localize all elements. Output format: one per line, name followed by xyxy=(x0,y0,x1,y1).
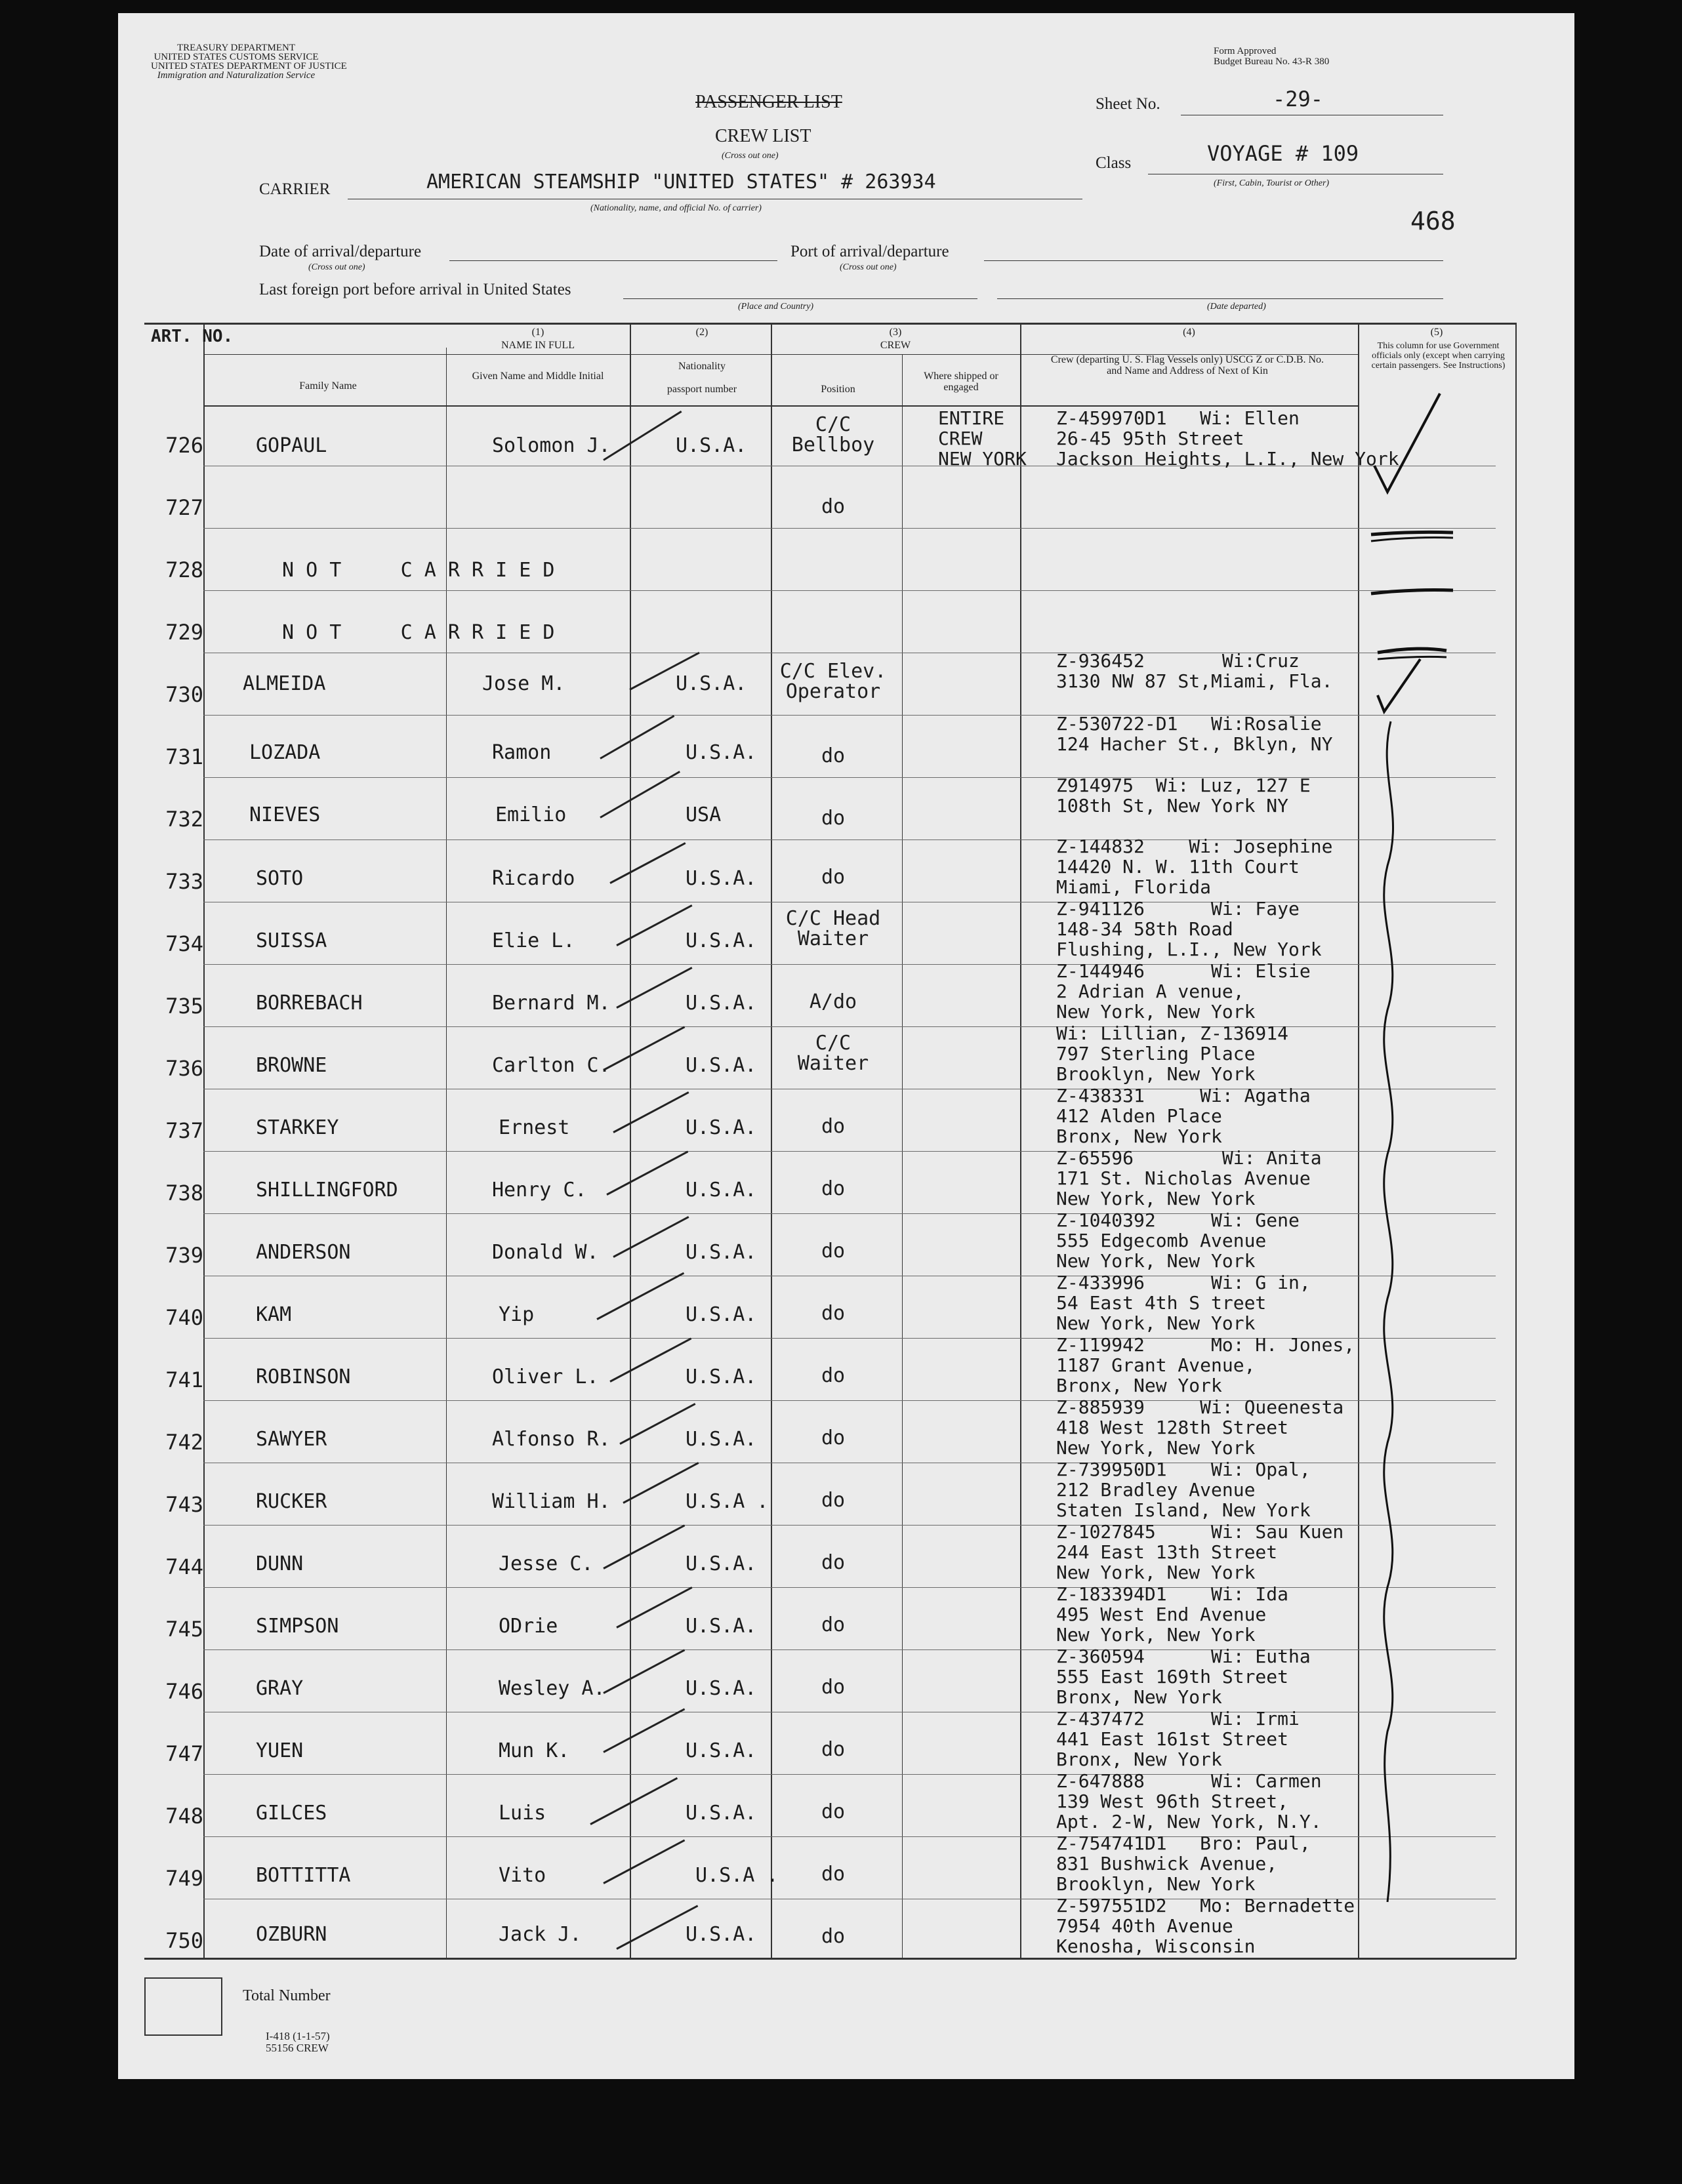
art-no: 727 xyxy=(165,495,203,520)
art-no: 742 xyxy=(165,1430,203,1455)
nationality: U.S.A . xyxy=(695,1864,779,1887)
next-of-kin: Z-647888 Wi: Carmen 139 West 96th Street, Apt. 2-W, New York, N.Y. xyxy=(1056,1770,1322,1832)
class-label: Class xyxy=(1096,154,1132,172)
given-name: Carlton C. xyxy=(492,1054,611,1077)
family-name: ROBINSON xyxy=(256,1365,351,1388)
position: do xyxy=(821,1863,846,1886)
place-note: (Place and Country) xyxy=(738,302,814,312)
next-of-kin: Z-183394D1 Wi: Ida 495 West End Avenue New York, New York xyxy=(1056,1583,1289,1646)
given-name: Solomon J. xyxy=(492,434,611,457)
cross-out-note: (Cross out one) xyxy=(722,151,779,161)
total-number-label: Total Number xyxy=(243,1987,331,2004)
next-of-kin: Z-597551D2 Mo: Bernadette 7954 40th Avenue Kenosha, Wisconsin xyxy=(1056,1895,1355,1957)
art-no-header: ART. NO. xyxy=(151,327,234,346)
family-name: SIMPSON xyxy=(256,1615,339,1638)
nationality: U.S.A. xyxy=(686,1303,757,1326)
next-of-kin: Wi: Lillian, Z-136914 797 Sterling Place Brooklyn, New York xyxy=(1056,1022,1289,1085)
family-name: GILCES xyxy=(256,1802,327,1825)
family-name: N O T C A R R I E D xyxy=(282,621,555,644)
crew-list-title: CREW LIST xyxy=(715,126,811,146)
col1-number: (1) xyxy=(531,327,544,338)
form-id: I-418 (1-1-57) xyxy=(266,2030,330,2042)
position: do xyxy=(821,1738,846,1761)
art-no: 737 xyxy=(165,1118,203,1143)
next-of-kin: Z-438331 Wi: Agatha 412 Alden Place Bronx, New York xyxy=(1056,1085,1311,1147)
kin-header: Crew (departing U. S. Flag Vessels only) USCG Z or C.D.B. No. and Name and Address of Next of Kin xyxy=(1050,354,1324,376)
nationality: U.S.A. xyxy=(686,992,757,1015)
date-note: (Cross out one) xyxy=(308,262,365,272)
nationality: U.S.A. xyxy=(686,929,757,952)
art-no: 738 xyxy=(165,1181,203,1205)
nationality: U.S.A. xyxy=(686,1054,757,1077)
art-no: 739 xyxy=(165,1243,203,1268)
next-of-kin: Z-433996 Wi: G in, 54 East 4th S treet New York, New York xyxy=(1056,1272,1311,1334)
nationality: U.S.A. xyxy=(686,1802,757,1825)
col1-header: NAME IN FULL xyxy=(501,340,575,351)
col3-number: (3) xyxy=(889,327,902,338)
officials-header: This column for use Government officials only (except when carrying certain passengers. See Instructions) xyxy=(1371,341,1506,371)
position: do xyxy=(821,1177,846,1200)
art-no: 734 xyxy=(165,931,203,956)
form-approved-line-1: Form Approved xyxy=(1214,46,1277,56)
position: do xyxy=(821,1613,846,1636)
family-name: BROWNE xyxy=(256,1054,327,1077)
family-name: YUEN xyxy=(256,1739,304,1762)
class-value: VOYAGE # 109 xyxy=(1207,141,1359,166)
given-name: Emilio xyxy=(495,803,567,826)
agency-line-2: UNITED STATES CUSTOMS SERVICE xyxy=(154,52,319,62)
family-name-header: Family Name xyxy=(299,380,357,392)
shipped-engaged: ENTIRE CREW NEW YORK xyxy=(938,407,1027,470)
family-name: GRAY xyxy=(256,1677,304,1700)
next-of-kin: Z-459970D1 Wi: Ellen 26-45 95th Street Jackson Heights, L.I., New York xyxy=(1056,407,1399,470)
carrier-label: CARRIER xyxy=(259,180,331,198)
family-name: KAM xyxy=(256,1303,292,1326)
form-approved-line-2: Budget Bureau No. 43-R 380 xyxy=(1214,56,1330,67)
family-name: SUISSA xyxy=(256,929,327,952)
nationality: U.S.A. xyxy=(686,1179,757,1202)
form-approved xyxy=(1214,46,1329,67)
nationality: U.S.A. xyxy=(686,1677,757,1700)
art-no: 748 xyxy=(165,1804,203,1829)
nationality: U.S.A. xyxy=(686,1241,757,1264)
art-no: 746 xyxy=(165,1679,203,1704)
position: do xyxy=(821,1302,846,1325)
art-no: 749 xyxy=(165,1866,203,1891)
family-name: BORREBACH xyxy=(256,992,363,1015)
col2-number: (2) xyxy=(695,327,708,338)
given-name: Ramon xyxy=(492,741,552,764)
art-no: 728 xyxy=(165,557,203,582)
sheet-number: -29- xyxy=(1273,87,1324,111)
position: do xyxy=(821,495,846,518)
position: do xyxy=(821,1489,846,1512)
family-name: RUCKER xyxy=(256,1490,327,1513)
family-name: SHILLINGFORD xyxy=(256,1179,398,1202)
given-name: Jesse C. xyxy=(499,1552,594,1575)
nationality: U.S.A. xyxy=(686,1739,757,1762)
next-of-kin: Z-437472 Wi: Irmi 441 East 161st Street Bronx, New York xyxy=(1056,1708,1300,1770)
next-of-kin: Z-941126 Wi: Faye 148-34 58th Road Flushing, L.I., New York xyxy=(1056,898,1322,960)
art-no: 733 xyxy=(165,869,203,894)
family-name: LOZADA xyxy=(249,741,321,764)
given-name: William H. xyxy=(492,1490,611,1513)
passenger-list-title: PASSENGER LIST xyxy=(695,92,842,112)
family-name: OZBURN xyxy=(256,1923,327,1946)
next-of-kin: Z-885939 Wi: Queenesta 418 West 128th Street New York, New York xyxy=(1056,1396,1344,1459)
class-note: (First, Cabin, Tourist or Other) xyxy=(1214,178,1330,188)
nationality: U.S.A. xyxy=(686,1365,757,1388)
position-header: Position xyxy=(821,384,855,395)
nationality-header: Nationality xyxy=(678,361,726,372)
port-note: (Cross out one) xyxy=(840,262,897,272)
family-name: ANDERSON xyxy=(256,1241,351,1264)
art-no: 731 xyxy=(165,744,203,769)
given-name: Oliver L. xyxy=(492,1365,599,1388)
nationality: U.S.A. xyxy=(686,1116,757,1139)
art-no: 726 xyxy=(165,433,203,458)
next-of-kin: Z-119942 Mo: H. Jones, 1187 Grant Avenue, Bronx, New York xyxy=(1056,1334,1355,1396)
family-name: SOTO xyxy=(256,867,304,890)
given-name: Wesley A. xyxy=(499,1677,605,1700)
position: C/C Head Waiter xyxy=(785,907,881,950)
position: do xyxy=(821,744,846,767)
port-label: Port of arrival/departure xyxy=(790,243,949,260)
art-no: 744 xyxy=(165,1554,203,1579)
nationality: USA xyxy=(686,803,722,826)
given-name: Vito xyxy=(499,1864,546,1887)
position: do xyxy=(821,1426,846,1449)
family-name: STARKEY xyxy=(256,1116,339,1139)
art-no: 750 xyxy=(165,1928,203,1953)
next-of-kin: Z-65596 Wi: Anita 171 St. Nicholas Avenue New York, New York xyxy=(1056,1147,1322,1209)
given-name: Ricardo xyxy=(492,867,575,890)
position: do xyxy=(821,1240,846,1263)
form-code: 55156 CREW xyxy=(266,2042,329,2054)
agency-line-3: UNITED STATES DEPARTMENT OF JUSTICE xyxy=(151,61,347,71)
next-of-kin: Z-144832 Wi: Josephine 14420 N. W. 11th Court Miami, Florida xyxy=(1056,836,1333,898)
sheet-label: Sheet No. xyxy=(1096,95,1160,113)
nationality: U.S.A. xyxy=(686,1552,757,1575)
agency-line-4: Immigration and Naturalization Service xyxy=(157,70,316,81)
given-name: Jose M. xyxy=(482,672,565,695)
given-name-header: Given Name and Middle Initial xyxy=(472,371,604,382)
next-of-kin: Z-360594 Wi: Eutha 555 East 169th Street Bronx, New York xyxy=(1056,1646,1311,1708)
position: do xyxy=(821,1800,846,1823)
given-name: Bernard M. xyxy=(492,992,611,1015)
position: do xyxy=(821,807,846,830)
nationality: U.S.A. xyxy=(676,434,747,457)
art-no: 747 xyxy=(165,1741,203,1766)
carrier-note: (Nationality, name, and official No. of carrier) xyxy=(590,203,762,213)
art-no: 745 xyxy=(165,1617,203,1642)
position: do xyxy=(821,1115,846,1138)
nationality: U.S.A. xyxy=(676,672,747,695)
position: C/C Bellboy xyxy=(791,413,875,456)
nationality: U.S.A. xyxy=(686,741,757,764)
given-name: Elie L. xyxy=(492,929,575,952)
art-no: 730 xyxy=(165,682,203,707)
nationality: U.S.A . xyxy=(686,1490,769,1513)
given-name: Jack J. xyxy=(499,1923,582,1946)
officials-marks xyxy=(1358,380,1515,1954)
shipped-header: Where shipped or engaged xyxy=(924,371,998,393)
nationality: U.S.A. xyxy=(686,1923,757,1946)
art-no: 743 xyxy=(165,1492,203,1517)
position: C/C Elev. Operator xyxy=(779,660,887,703)
date-departed-note: (Date departed) xyxy=(1207,302,1266,312)
next-of-kin: Z-936452 Wi:Cruz 3130 NW 87 St,Miami, Fla. xyxy=(1056,650,1333,692)
last-port-label: Last foreign port before arrival in United States xyxy=(259,281,571,298)
date-label: Date of arrival/departure xyxy=(259,243,422,260)
given-name: Luis xyxy=(499,1802,546,1825)
crew-header: CREW xyxy=(880,340,911,351)
art-no: 732 xyxy=(165,807,203,832)
agency-block xyxy=(151,43,347,81)
next-of-kin: Z-530722-D1 Wi:Rosalie 124 Hacher St., Bklyn, NY xyxy=(1056,713,1333,755)
manifest-page xyxy=(118,13,1574,2079)
given-name: ODrie xyxy=(499,1615,558,1638)
family-name: ALMEIDA xyxy=(243,672,326,695)
given-name: Ernest xyxy=(499,1116,570,1139)
art-no: 735 xyxy=(165,994,203,1019)
next-of-kin: Z-1027845 Wi: Sau Kuen 244 East 13th Street New York, New York xyxy=(1056,1521,1344,1583)
family-name: NIEVES xyxy=(249,803,321,826)
next-of-kin: Z-1040392 Wi: Gene 555 Edgecomb Avenue New York, New York xyxy=(1056,1209,1300,1272)
family-name: N O T C A R R I E D xyxy=(282,559,555,582)
position: A/do xyxy=(809,990,857,1013)
family-name: GOPAUL xyxy=(256,434,327,457)
next-of-kin: Z-144946 Wi: Elsie 2 Adrian A venue, New York, New York xyxy=(1056,960,1311,1022)
position: do xyxy=(821,1676,846,1699)
passport-header: passport number xyxy=(667,384,737,395)
given-name: Mun K. xyxy=(499,1739,570,1762)
stamp-number: 468 xyxy=(1410,207,1456,235)
col4-number: (4) xyxy=(1183,327,1195,338)
art-no: 729 xyxy=(165,620,203,645)
position: C/C Waiter xyxy=(797,1032,869,1075)
position: do xyxy=(821,1551,846,1574)
position: do xyxy=(821,866,846,889)
art-no: 740 xyxy=(165,1305,203,1330)
given-name: Henry C. xyxy=(492,1179,587,1202)
given-name: Alfonso R. xyxy=(492,1428,611,1451)
col5-number: (5) xyxy=(1430,327,1443,338)
next-of-kin: Z914975 Wi: Luz, 127 E 108th St, New York NY xyxy=(1056,775,1311,817)
carrier-value: AMERICAN STEAMSHIP "UNITED STATES" # 263934 xyxy=(426,171,936,193)
family-name: SAWYER xyxy=(256,1428,327,1451)
given-name: Donald W. xyxy=(492,1241,599,1264)
next-of-kin: Z-739950D1 Wi: Opal, 212 Bradley Avenue Staten Island, New York xyxy=(1056,1459,1311,1521)
nationality: U.S.A. xyxy=(686,1428,757,1451)
nationality: U.S.A. xyxy=(686,867,757,890)
total-number-box xyxy=(144,1977,222,2036)
position: do xyxy=(821,1925,846,1948)
art-no: 736 xyxy=(165,1056,203,1081)
nationality: U.S.A. xyxy=(686,1615,757,1638)
art-no: 741 xyxy=(165,1367,203,1392)
family-name: BOTTITTA xyxy=(256,1864,351,1887)
given-name: Yip xyxy=(499,1303,535,1326)
agency-line-1: TREASURY DEPARTMENT xyxy=(176,43,296,53)
family-name: DUNN xyxy=(256,1552,304,1575)
next-of-kin: Z-754741D1 Bro: Paul, 831 Bushwick Avenue, Brooklyn, New York xyxy=(1056,1832,1311,1895)
position: do xyxy=(821,1364,846,1387)
